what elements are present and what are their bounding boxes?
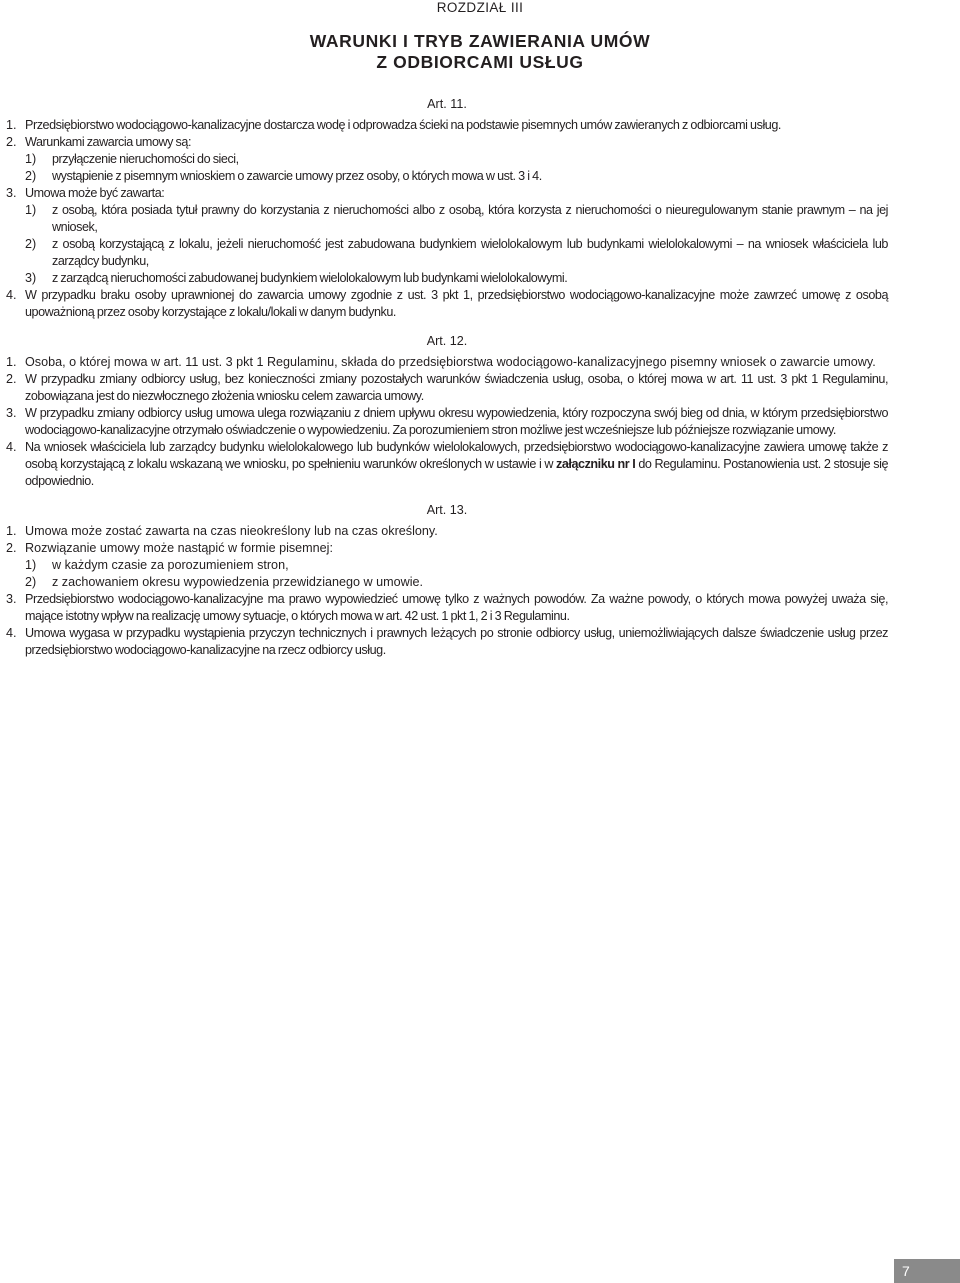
article-heading: Art. 12. [426, 334, 468, 348]
list-item-number: 1) [25, 152, 37, 166]
paragraph-text: W przypadku zmiany odbiorcy usług, bez konieczności zmiany pozostałych warunków świadczenia usług, osoba, o której mowa w art. 11 ust. 3 pkt 1 Regulaminu, zobowiązana jest do niezwłocznego złożenia wniosku celem zawarcia umowy. [25, 372, 888, 403]
paragraph [6, 134, 888, 151]
list-item-text: z zachowaniem okresu wypowiedzenia przewidzianego w umowie. [52, 575, 423, 589]
paragraph-number: 4. [6, 440, 17, 454]
paragraph [6, 439, 888, 490]
article-heading: Art. 13. [426, 503, 468, 517]
list-item-number: 3) [25, 271, 37, 285]
list-item-text: z osobą, która posiada tytuł prawny do korzystania z nieruchomości albo z osobą, która korzysta z nieruchomości o nieuregulowanym stanie prawnym – na jej wniosek, [52, 203, 888, 234]
paragraph-number: 4. [6, 626, 17, 640]
paragraph-number: 1. [6, 118, 17, 132]
paragraph-text: Osoba, o której mowa w art. 11 ust. 3 pkt 1 Regulaminu, składa do przedsiębiorstwa wodociągowo-kanalizacyjnego pisemny wniosek o zawarcie umowy. [25, 355, 876, 369]
paragraph-text-part: do Regulaminu. Postanowienia ust. 2 stosuje się odpowiednio. [25, 457, 889, 488]
paragraph-text: Przedsiębiorstwo wodociągowo-kanalizacyjne dostarcza wodę i odprowadza ścieki na podstawie pisemnych umów zawieranych z odbiorcami usług. [25, 118, 781, 132]
list-item [6, 168, 888, 185]
paragraph [6, 405, 888, 439]
annex-reference: załączniku nr I [556, 457, 636, 471]
list-item-text: z osobą korzystającą z lokalu, jeżeli nieruchomość jest zabudowana budynkiem wielolokalowym lub budynkami wielolokalowymi – na wniosek właściciela lub zarządcy budynku, [52, 237, 888, 268]
list-item-text: wystąpienie z pisemnym wnioskiem o zawarcie umowy przez osoby, o których mowa w ust. 3 i 4. [52, 169, 542, 183]
list-item-text: z zarządcą nieruchomości zabudowanej budynkiem wielolokalowym lub budynkami wielolokalowymi. [52, 271, 568, 285]
paragraph-number: 2. [6, 372, 17, 386]
list-item-number: 2) [25, 575, 37, 589]
list-item-number: 2) [25, 237, 37, 251]
paragraph [6, 354, 888, 371]
paragraph [6, 591, 888, 625]
paragraph-number: 3. [6, 592, 17, 606]
paragraph [6, 625, 888, 659]
page-number: 7 [894, 1259, 960, 1283]
paragraph [6, 287, 888, 321]
paragraph [6, 185, 888, 202]
list-item [6, 557, 888, 574]
paragraph-text: Rozwiązanie umowy może nastąpić w formie pisemnej: [25, 541, 333, 555]
paragraph-text [25, 439, 888, 490]
document-body [6, 96, 888, 659]
list-item [6, 202, 888, 236]
paragraph-number: 3. [6, 406, 17, 420]
section-title-line-2: Z ODBIORCAMI USŁUG [376, 52, 584, 72]
paragraph-number: 2. [6, 135, 17, 149]
list-item-number: 1) [25, 203, 37, 217]
article-heading: Art. 11. [427, 97, 467, 111]
paragraph-number: 2. [6, 541, 17, 555]
list-item-number: 2) [25, 169, 37, 183]
chapter-label: ROZDZIAŁ III [436, 0, 524, 15]
list-item-text: przyłączenie nieruchomości do sieci, [52, 152, 239, 166]
section-title [0, 31, 960, 73]
list-item [6, 236, 888, 270]
paragraph-number: 1. [6, 355, 17, 369]
paragraph-text: W przypadku zmiany odbiorcy usług umowa ulega rozwiązaniu z dniem upływu okresu wypowiedzenia, który rozpoczyna swój bieg od dnia, w którym przedsiębiorstwo wodociągowo-kanalizacyjne otrzymało oświadczenie o wypowiedzeniu. Za porozumieniem stron możliwe jest wcześniejsze lub późniejsze rozwiązanie umowy. [25, 406, 888, 437]
paragraph-text: Umowa może być zawarta: [25, 186, 165, 200]
paragraph-text: Warunkami zawarcia umowy są: [25, 135, 191, 149]
list-item [6, 574, 888, 591]
paragraph [6, 523, 888, 540]
paragraph [6, 371, 888, 405]
paragraph-number: 4. [6, 288, 17, 302]
paragraph-text: W przypadku braku osoby uprawnionej do zawarcia umowy zgodnie z ust. 3 pkt 1, przedsiębiorstwo wodociągowo-kanalizacyjne może zawrzeć umowę z osobą upoważnioną przez osoby korzystające z lokalu/lokali w danym budynku. [25, 288, 888, 319]
section-title-line-1: WARUNKI I TRYB ZAWIERANIA UMÓW [309, 31, 651, 51]
paragraph-text: Przedsiębiorstwo wodociągowo-kanalizacyjne ma prawo wypowiedzieć umowę tylko z ważnych powodów. Za ważne powody, o których mowa powyżej uważa się, mające istotny wpływ na realizację umowy sytuacje, o których mowa w art. 42 ust. 1 pkt 1, 2 i 3 Regulaminu. [25, 592, 888, 623]
paragraph [6, 540, 888, 557]
list-item-text: w każdym czasie za porozumieniem stron, [52, 558, 289, 572]
paragraph-number: 1. [6, 524, 17, 538]
paragraph-number: 3. [6, 186, 17, 200]
paragraph-text: Umowa może zostać zawarta na czas nieokreślony lub na czas określony. [25, 524, 438, 538]
list-item [6, 151, 888, 168]
list-item [6, 270, 888, 287]
paragraph-text: Umowa wygasa w przypadku wystąpienia przyczyn technicznych i prawnych leżących po stronie odbiorcy usług, uniemożliwiających dalsze świadczenie usług przez przedsiębiorstwo wodociągowo-kanalizacyjne na rzecz odbiorcy usług. [25, 626, 888, 657]
paragraph [6, 117, 888, 134]
paragraph-text-part: Na wniosek właściciela lub zarządcy budynku wielolokalowego lub budynków wielolokalowych, przedsiębiorstwo wodociągowo-kanalizacyjne zawiera umowę także z osobą korzystającą z lokalu wskazaną we wniosku, po spełnieniu warunków określonych w ustawie i w [25, 440, 888, 471]
list-item-number: 1) [25, 558, 37, 572]
